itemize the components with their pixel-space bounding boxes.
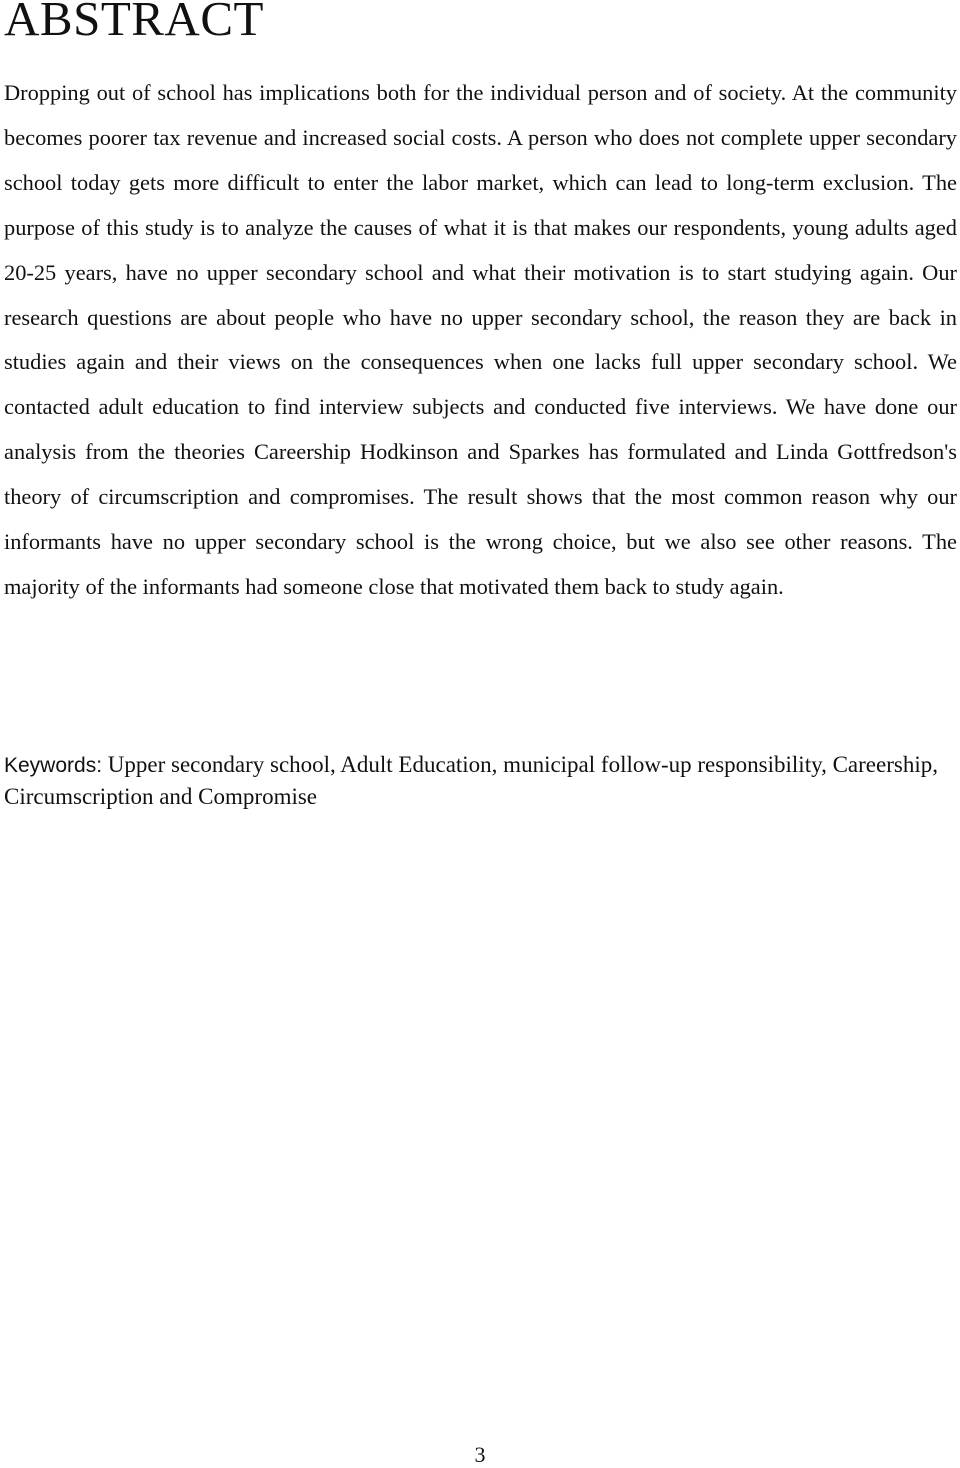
abstract-paragraph: Dropping out of school has implications both for the individual person and of society. At the community becomes poorer tax revenue and increased social costs. A person who does not complete upper secondary school today gets more difficult to enter the labor market, which can lead to long-term exclusion. The purpose of this study is to analyze the causes of what it is that makes our respondents, young adults aged 20-25 years, have no upper secondary school and what their motivation is to start studying again. Our research questions are about people who have no upper secondary school, the reason they are back in studies again and their views on the consequences when one lacks full upper secondary school. We contacted adult education to find interview subjects and conducted five interviews. We have done our analysis from the theories Careership Hodkinson and Sparkes has formulated and Linda Gottfredson's theory of circumscription and compromises. The result shows that the most common reason why our informants have no upper secondary school is the wrong choice, but we also see other reasons. The majority of the informants had someone close that motivated them back to study again.	[4, 80, 957, 599]
keywords-list: Upper secondary school, Adult Education, municipal follow-up responsibility, Careership, Circumscription and Compromise	[4, 752, 938, 809]
page-title: ABSTRACT	[4, 0, 264, 46]
keywords-label: Keywords:	[4, 754, 103, 777]
keywords-section	[4, 749, 954, 812]
page-number: 3	[474, 1442, 486, 1467]
